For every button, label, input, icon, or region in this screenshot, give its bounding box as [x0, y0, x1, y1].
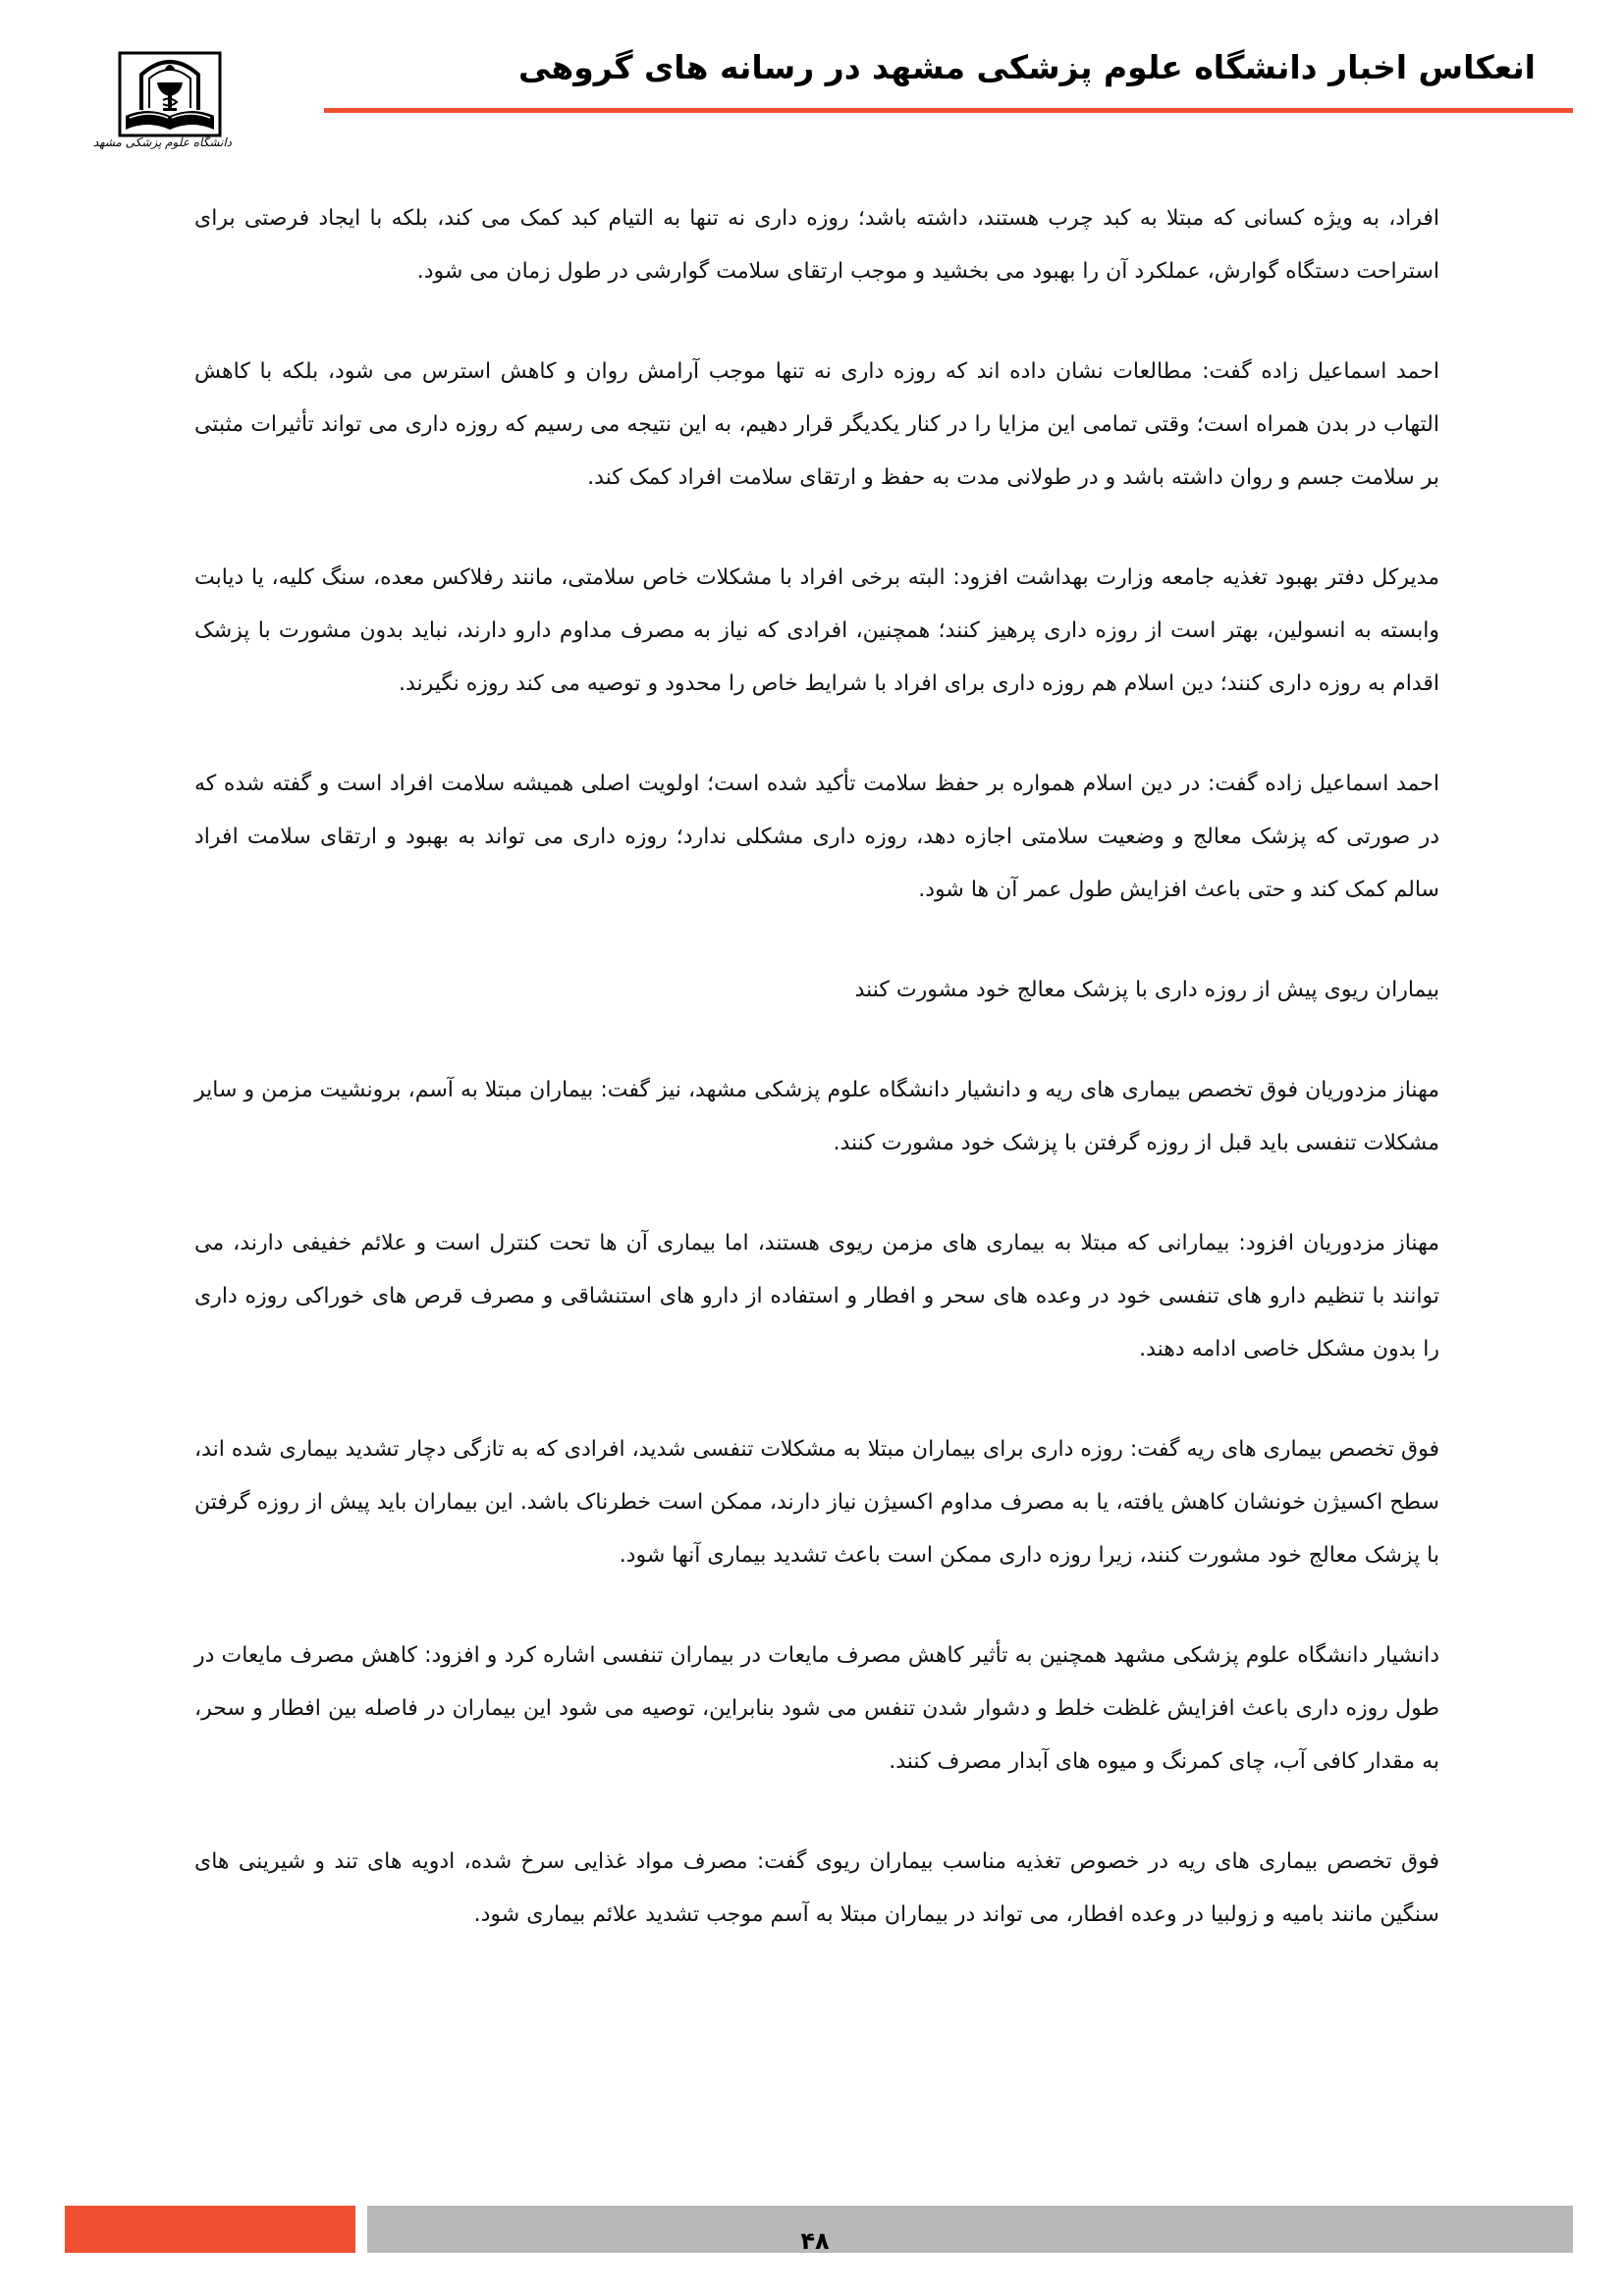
paragraph: احمد اسماعیل زاده گفت: در دین اسلام همواره بر حفظ سلامت تأکید شده است؛ اولویت اصلی همیشه سلامت افراد است و گفته شده که در صورتی که پزشک معالج و وضعیت سلامتی اجازه دهد، روزه داری مشکلی ندارد؛ روزه داری می تواند به بهبود و ارتقای سلامت افراد سالم کمک کند و حتی باعث افزایش طول عمر آن ها شود. [194, 772, 1439, 902]
header-divider [324, 108, 1573, 113]
paragraph: افراد، به ویژه کسانی که مبتلا به کبد چرب هستند، داشته باشد؛ روزه داری نه تنها به التیام کبد کمک می کند، بلکه با ایجاد فرصتی برای استراحت دستگاه گوارش، عملکرد آن را بهبود می بخشید و موجب ارتقای سلامت گوارشی در طول زمان می شود. [194, 206, 1439, 284]
footer-accent-bar [65, 2206, 355, 2253]
paragraph: فوق تخصص بیماری های ریه در خصوص تغذیه مناسب بیماران ریوی گفت: مصرف مواد غذایی سرخ شده، ادویه های تند و شیرینی های سنگین مانند بامیه و زولبیا در وعده افطار، می تواند در بیماران مبتلا به آسم موجب تشدید علائم بیماری شود. [194, 1849, 1439, 1927]
paragraph: مدیرکل دفتر بهبود تغذیه جامعه وزارت بهداشت افزود: البته برخی افراد با مشکلات خاص سلامتی، مانند رفلاکس معده، سنگ کلیه، یا دیابت وابسته به انسولین، بهتر است از روزه داری پرهیز کنند؛ همچنین، افرادی که نیاز به مصرف مداوم دارو دارند، نباید بدون مشورت با پزشک اقدام به روزه داری کنند؛ دین اسلام هم روزه داری برای افراد با شرایط خاص را محدود و توصیه می کند روزه نگیرند. [194, 565, 1439, 696]
paragraph: فوق تخصص بیماری های ریه گفت: روزه داری برای بیماران مبتلا به مشکلات تنفسی شدید، افرادی که به تازگی دچار تشدید بیماری شده اند، سطح اکسیژن خونشان کاهش یافته، یا به مصرف مداوم اکسیژن نیاز دارند، ممکن است خطرناک باشد. این بیماران باید پیش از روزه گرفتن با پزشک معالج خود مشورت کنند، زیرا روزه داری ممکن است باعث تشدید بیماری آنها شود. [194, 1437, 1439, 1568]
paragraph: مهناز مزدوریان افزود: بیمارانی که مبتلا به بیماری های مزمن ریوی هستند، اما بیماری آن ها تحت کنترل است و علائم خفیفی دارند، می توانند با تنظیم دارو های تنفسی خود در وعده های سحر و افطار و استفاده از دارو های استنشاقی و مصرف قرص های خوراکی روزه داری را بدون مشکل خاصی ادامه دهند. [194, 1231, 1439, 1362]
logo-caption: دانشگاه علوم پزشکی مشهد [92, 135, 232, 149]
footer-bar [367, 2206, 1573, 2253]
page-number: ۴۸ [800, 2227, 830, 2255]
paragraph: احمد اسماعیل زاده گفت: مطالعات نشان داده اند که روزه داری نه تنها موجب آرامش روان و کاهش استرس می شود، بلکه با کاهش التهاب در بدن همراه است؛ وقتی تمامی این مزایا را در کنار یکدیگر قرار دهیم، به این نتیجه می رسیم که روزه داری می تواند تأثیرات مثبتی بر سلامت جسم و روان داشته باشد و در طولانی مدت به حفظ و ارتقای سلامت افراد کمک کند. [194, 359, 1439, 490]
paragraph: دانشیار دانشگاه علوم پزشکی مشهد همچنین به تأثیر کاهش مصرف مایعات در بیماران تنفسی اشاره کرد و افزود: کاهش مصرف مایعات در طول روزه داری باعث افزایش غلظت خلط و دشوار شدن تنفس می شود بنابراین، توصیه می شود این بیماران در فاصله بین افطار و سحر، به مقدار کافی آب، چای کمرنگ و میوه های آبدار مصرف کنند. [194, 1643, 1439, 1774]
page-header-title: انعکاس اخبار دانشگاه علوم پزشکی مشهد در رسانه های گروهی [518, 48, 1536, 86]
paragraph: مهناز مزدوریان فوق تخصص بیماری های ریه و دانشیار دانشگاه علوم پزشکی مشهد، نیز گفت: بیماران مبتلا به آسم، برونشیت مزمن و سایر مشکلات تنفسی باید قبل از روزه گرفتن با پزشک خود مشورت کنند. [194, 1078, 1439, 1155]
section-subheading: بیماران ریوی پیش از روزه داری با پزشک معالج خود مشورت کنند [854, 978, 1439, 1002]
article-body [194, 192, 1439, 1989]
